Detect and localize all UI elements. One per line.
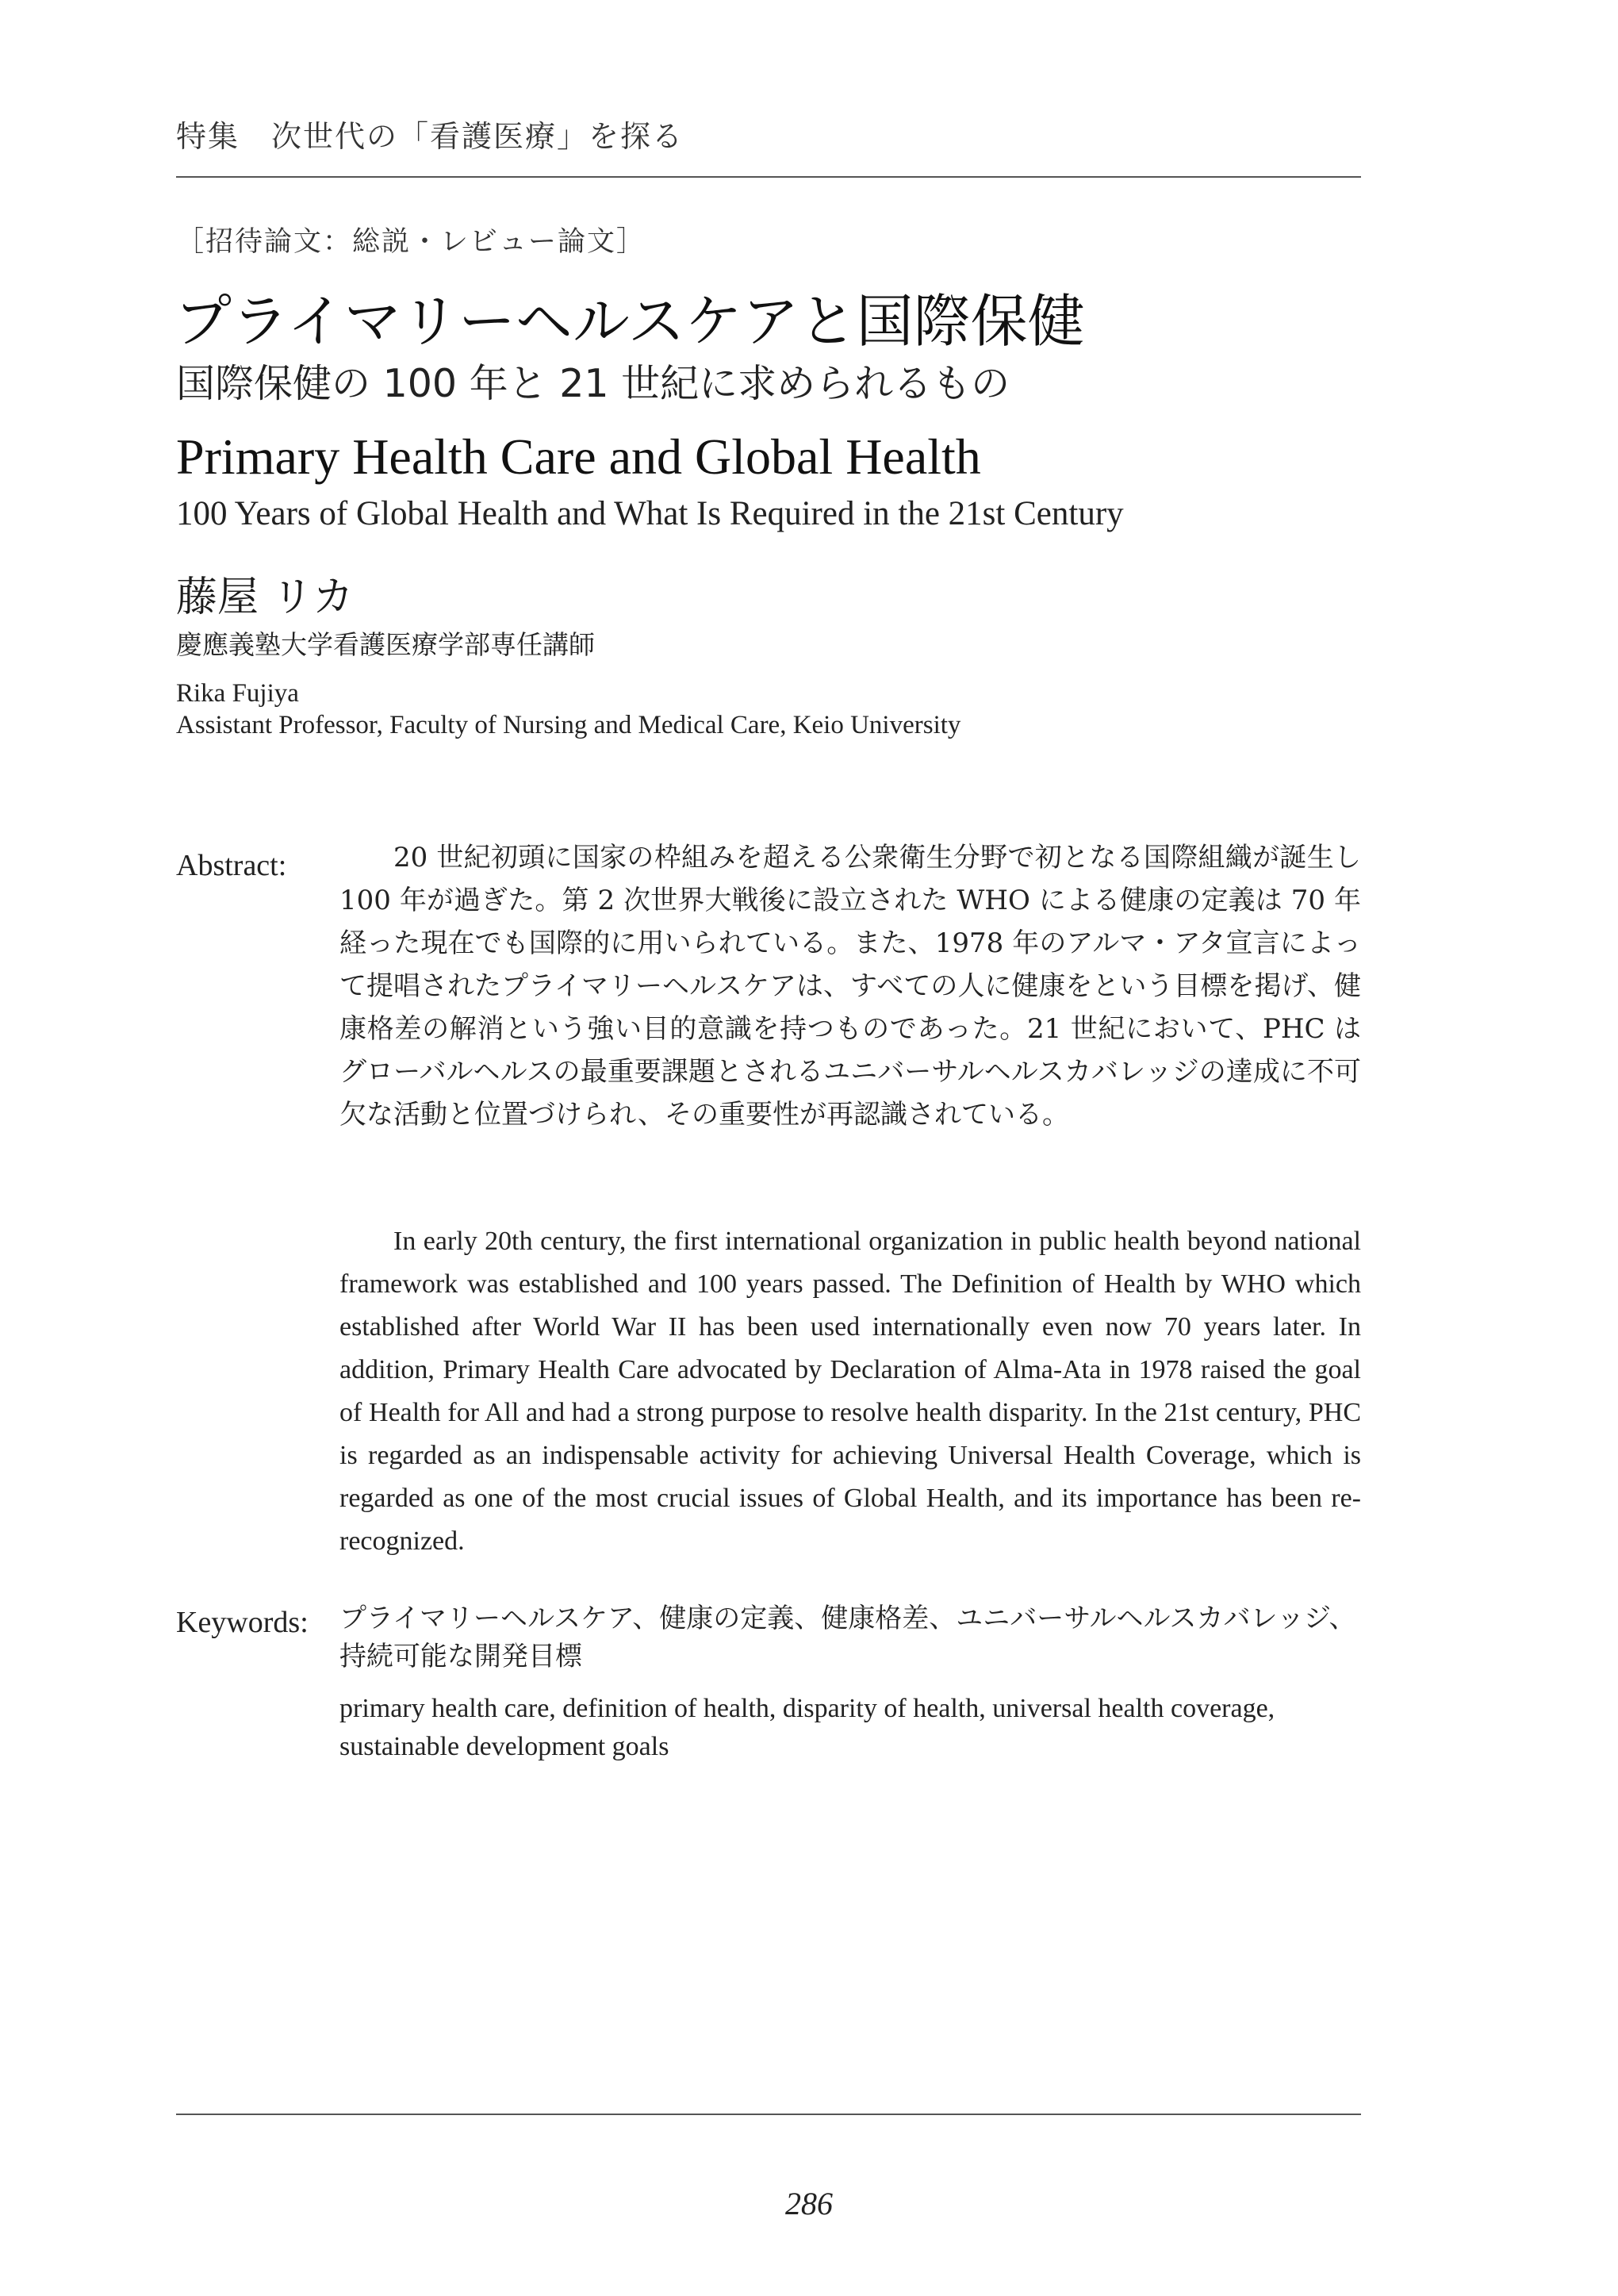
keywords-en: primary health care, definition of health, disparity of health, universal health coverage, sustainable development goals — [339, 1694, 1275, 1761]
title-ja: プライマリーヘルスケアと国際保健 — [174, 288, 1085, 355]
abstract-text-ja: 20 世紀初頭に国家の枠組みを超える公衆衛生分野で初となる国際組織が誕生し 100 年が過ぎた。第 2 次世界大戦後に設立された WHO による健康の定義は 70 年経った現在でも国際的に用いられている。また、1978 年のアルマ・アタ宣言によって提唱されたプライマリーヘルスケアは、すべての人に健康をという目標を掲げ、健康格差の解消という強い目的意識を持つものであった。21 世紀において、PHC はグローバルヘルスの最重要課題とされるユニバーサルヘルスカバレッジの達成に不可欠な活動と位置づけられ、その重要性が再認識されている。 — [339, 842, 1361, 1131]
subtitle-ja: 国際保健の 100 年と 21 世紀に求められるもの — [176, 361, 1010, 406]
abstract-text-en: In early 20th century, the first international organization in public health beyond national framework was established and 100 years passed. The Definition of Health by WHO which established after World War II has been used internationally even now 70 years later. In addition, Primary Health Care advocated by Declaration of Alma-Ata in 1978 raised the goal of Health for All and had a strong purpose to resolve health disparity. In the 21st century, PHC is regarded as an indispensable activity for achieving Universal Health Coverage, which is regarded as one of the most crucial issues of Global Health, and its importance has been re-recognized. — [339, 1227, 1361, 1556]
title-en: Primary Health Care and Global Health — [176, 428, 981, 485]
header-divider — [176, 176, 1361, 178]
author-affiliation-ja: 慶應義塾大学看護医療学部専任講師 — [176, 629, 595, 660]
subtitle-en: 100 Years of Global Health and What Is Required in the 21st Century — [176, 495, 1124, 532]
author-name-en: Rika Fujiya — [176, 679, 299, 708]
footer-divider — [176, 2114, 1361, 2115]
keywords-ja: プライマリーヘルスケア、健康の定義、健康格差、ユニバーサルヘルスカバレッジ、持続可能な開発目標 — [339, 1603, 1356, 1672]
page-number: 286 — [785, 2186, 833, 2221]
running-header: 特集 次世代の「看護医療」を探る — [176, 119, 684, 154]
author-affiliation-en: Assistant Professor, Faculty of Nursing and Medical Care, Keio University — [176, 711, 961, 739]
keywords-label: Keywords: — [176, 1606, 309, 1639]
article-category: ［招待論文：総説・レビュー論文］ — [176, 226, 646, 258]
abstract-label: Abstract: — [176, 849, 287, 882]
author-name-ja: 藤屋 リカ — [176, 574, 355, 621]
